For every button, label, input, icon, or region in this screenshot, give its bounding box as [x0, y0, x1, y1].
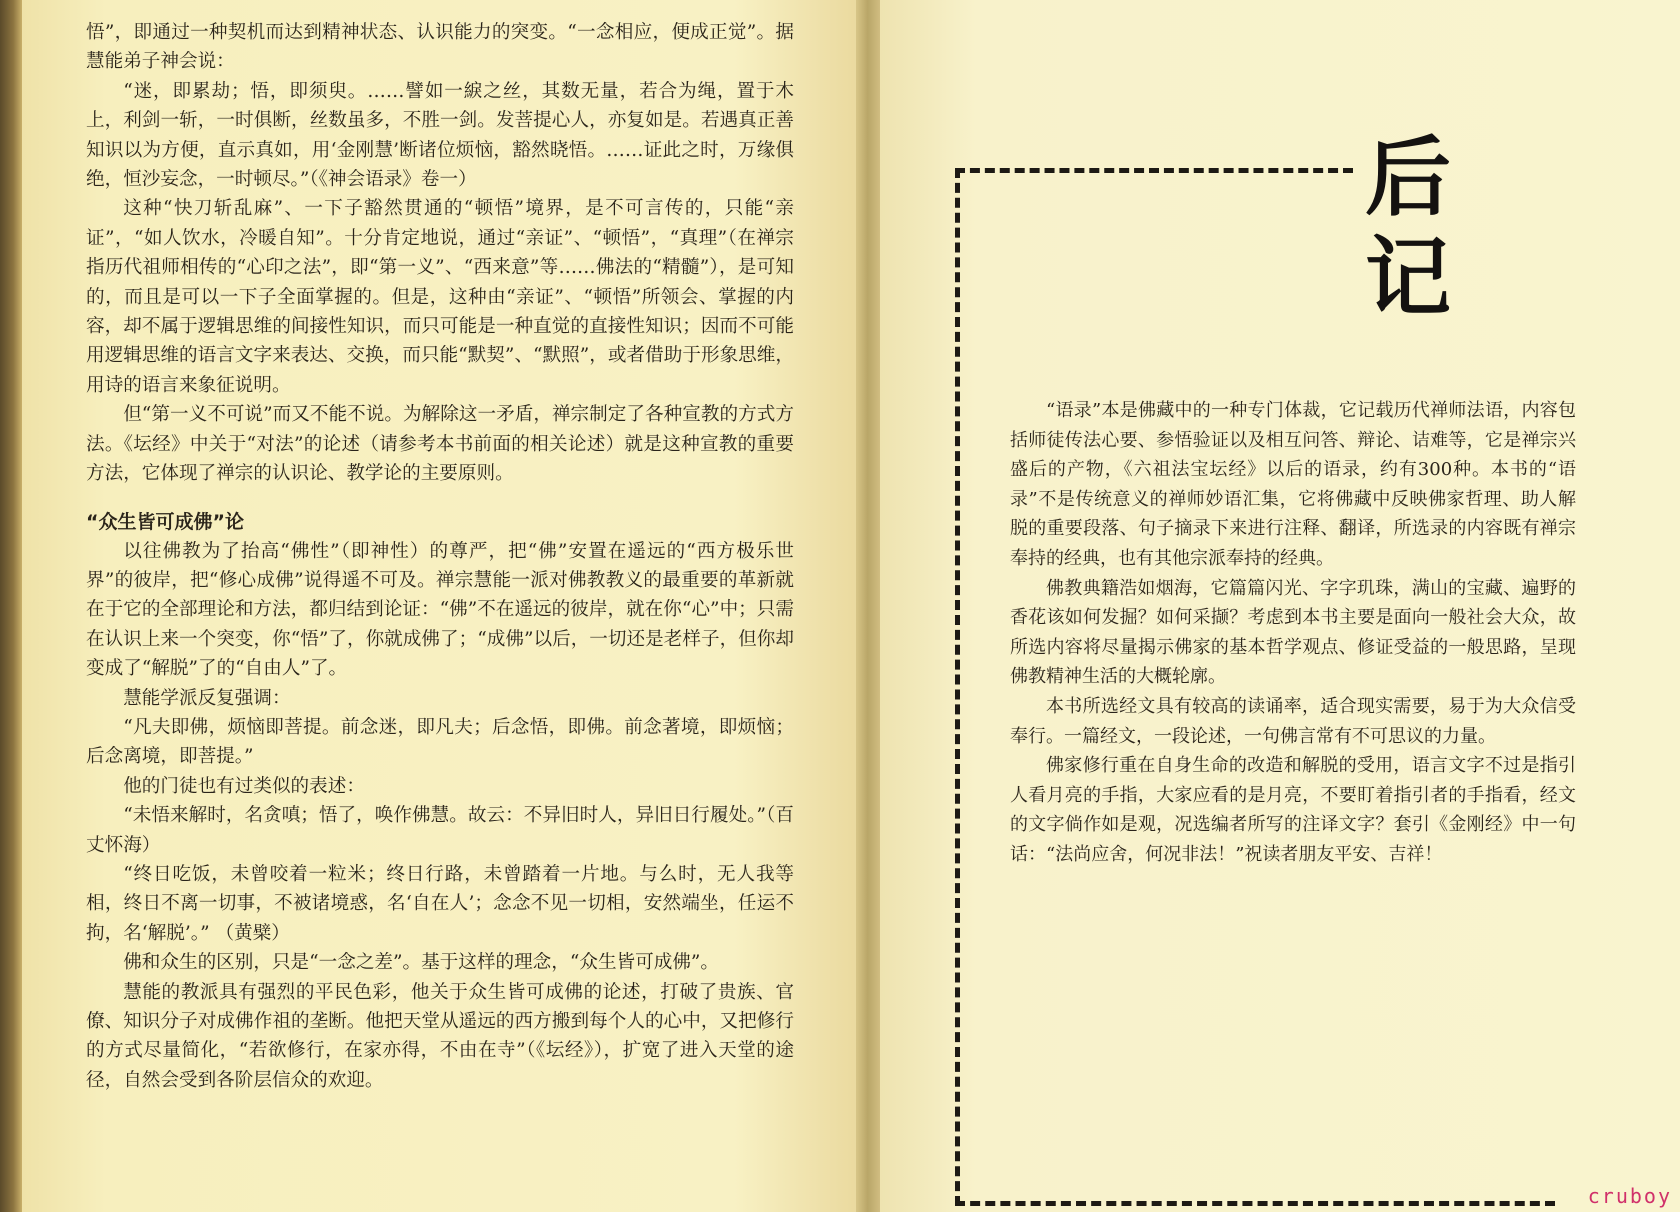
binding-edge [0, 0, 22, 1212]
paragraph: 以往佛教为了抬高“佛性”（即神性）的尊严，把“佛”安置在遥远的“西方极乐世界”的彼岸，把“修心成佛”说得遥不可及。禅宗慧能一派对佛教教义的最重要的革新就在于它的全部理论和方法，都归结到论证：“佛”不在遥远的彼岸，就在你“心”中；只需在认识上来一个突变，你“悟”了，你就成佛了；“成佛”以后，一切还是老样子，但你却变成了“解脱”了的“自由人”了。 [86, 540, 794, 680]
paragraph: “迷，即累劫；悟，即须臾。……譬如一綟之丝，其数无量，若合为绳，置于木上，利剑一斩，一时俱断，丝数虽多，不胜一剑。发菩提心人，亦复如是。若遇真正善知识以为方便，直示真如，用‘金刚慧’断诸位烦恼，豁然晓悟。……证此之时，万缘俱绝，恒沙妄念，一时顿尽。”（《神会语录》卷一） [86, 80, 794, 191]
paragraph: 这种“快刀斩乱麻”、一下子豁然贯通的“顿悟”境界，是不可言传的，只能“亲证”，“如人饮水，冷暖自知”。十分肯定地说，通过“亲证”、“顿悟”，“真理”（在禅宗指历代祖师相传的“心印之法”，即“第一义”、“西来意”等……佛法的“精髓”），是可知的，而且是可以一下子全面掌握的。但是，这种由“亲证”、“顿悟”所领会、掌握的内容，却不属于逻辑思维的间接性知识，而只可能是一种直觉的直接性知识；因而不可能用逻辑思维的语言文字来表达、交换，而只能“默契”、“默照”，或者借助于形象思维，用诗的语言来象征说明。 [86, 198, 794, 396]
section-heading: “众生皆可成佛”论 [86, 510, 244, 533]
paragraph: “未悟来解时，名贪嗔；悟了，唤作佛慧。故云：不异旧时人，异旧日行履处。”（百丈怀海） [86, 805, 794, 856]
paragraph: “终日吃饭，未曾咬着一粒米；终日行路，未曾踏着一片地。与么时，无人我等相，终日不离一切事，不被诸境惑，名‘自在人’；念念不见一切相，安然端坐，任运不拘，名‘解脱’。” （黄檗） [86, 863, 794, 944]
paragraph: “语录”本是佛藏中的一种专门体裁，它记载历代禅师法语，内容包括师徒传法心要、参悟验证以及相互问答、辩论、诘难等，它是禅宗兴盛后的产物，《六祖法宝坛经》以后的语录，约有300种。本书的“语录”不是传统意义的禅师妙语汇集，它将佛藏中反映佛家哲理、助人解脱的重要段落、句子摘录下来进行注释、翻译，所选录的内容既有禅宗奉持的经典，也有其他宗派奉持的经典。 [1010, 400, 1576, 569]
paragraph: 慧能学派反复强调： [123, 687, 291, 709]
paragraph: 慧能的教派具有强烈的平民色彩，他关于众生皆可成佛的论述，打破了贵族、官僚、知识分子对成佛作祖的垄断。他把天堂从遥远的西方搬到每个人的心中，又把修行的方式尽量简化，“若欲修行，在家亦得，不由在寺”（《坛经》），扩宽了进入天堂的途径，自然会受到各阶层信众的欢迎。 [86, 981, 794, 1091]
paragraph: 但“第一义不可说”而又不能不说。为解除这一矛盾，禅宗制定了各种宣教的方式方法。《坛经》中关于“对法”的论述（请参考本书前面的相关论述）就是这种宣教的重要方法，它体现了禅宗的认识论、教学论的主要原则。 [86, 404, 794, 485]
page-gutter [856, 0, 882, 1212]
right-page-text [1010, 396, 1576, 870]
paragraph: 他的门徒也有过类似的表述： [123, 775, 365, 797]
paragraph: 本书所选经文具有较高的读诵率，适合现实需要，易于为大众信受奉行。一篇经文，一段论述，一句佛言常有不可思议的力量。 [1010, 695, 1576, 747]
paragraph: 佛教典籍浩如烟海，它篇篇闪光、字字玑珠，满山的宝藏、遍野的香花该如何发掘？如何采撷？考虑到本书主要是面向一般社会大众，故所选内容将尽量揭示佛家的基本哲学观点、修证受益的一般思路，呈现佛教精神生活的大概轮廓。 [1010, 577, 1576, 688]
afterword-heading: 后 记 [1365, 127, 1491, 328]
paragraph: 悟”，即通过一种契机而达到精神状态、认识能力的突变。“一念相应，便成正觉”。据慧能弟子神会说： [86, 22, 794, 73]
paragraph: 佛家修行重在自身生命的改造和解脱的受用，语言文字不过是指引人看月亮的手指，大家应看的是月亮，不要盯着指引者的手指看，经文的文字倘作如是观，况选编者所写的注译文字？套引《金刚经》中一句话：“法尚应舍，何况非法！”祝读者朋友平安、吉祥！ [1010, 755, 1576, 865]
paragraph: 佛和众生的区别，只是“一念之差”。基于这样的理念，“众生皆可成佛”。 [123, 952, 720, 974]
left-page-text [86, 18, 794, 1095]
paragraph: “凡夫即佛，烦恼即菩提。前念迷，即凡夫；后念悟，即佛。前念著境，即烦恼；后念离境，即菩提。” [86, 716, 794, 768]
watermark: cruboy [1587, 1184, 1672, 1208]
